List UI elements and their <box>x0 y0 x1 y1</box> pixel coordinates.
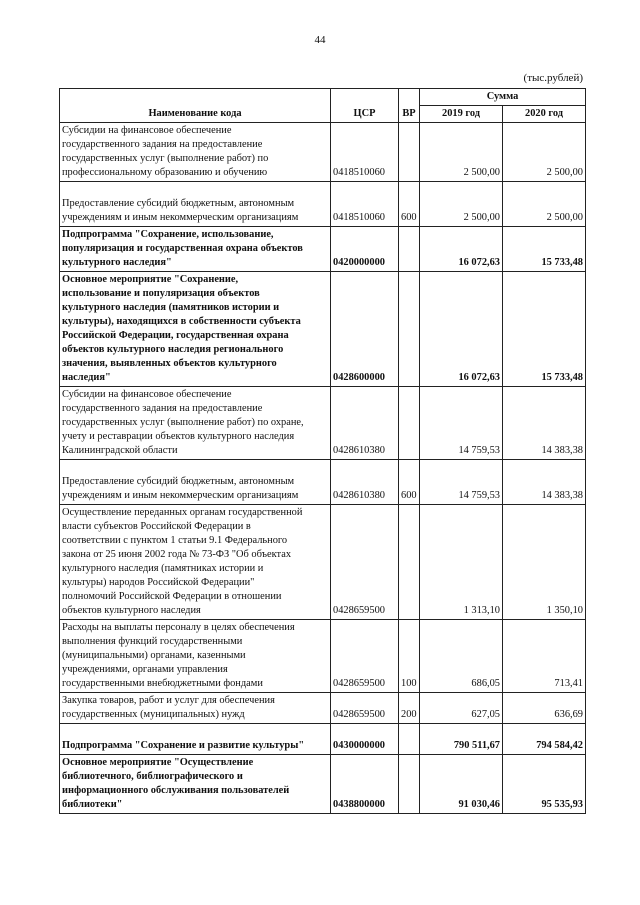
header-vr: ВР <box>399 89 420 123</box>
row-2020: 2 500,00 <box>503 123 586 182</box>
table-row <box>60 182 586 227</box>
row-csr: 0438800000 <box>331 755 399 814</box>
row-csr: 0418510060 <box>331 123 399 182</box>
table-row <box>60 272 586 387</box>
row-2020: 14 383,38 <box>503 387 586 460</box>
row-csr: 0428659500 <box>331 693 399 724</box>
row-2019: 14 759,53 <box>420 460 503 505</box>
header-2019: 2019 год <box>420 106 503 123</box>
row-2020: 1 350,10 <box>503 505 586 620</box>
row-name: Основное мероприятие "Осуществление библиотечного, библиографического и информационного обслуживания пользователей библиотеки" <box>60 755 331 814</box>
row-csr: 0420000000 <box>331 227 399 272</box>
header-2020: 2020 год <box>503 106 586 123</box>
row-2019: 2 500,00 <box>420 182 503 227</box>
row-vr: 100 <box>399 620 420 693</box>
row-vr: 600 <box>399 460 420 505</box>
row-2019: 1 313,10 <box>420 505 503 620</box>
table-row <box>60 724 586 755</box>
row-vr <box>399 724 420 755</box>
row-name: Субсидии на финансовое обеспечение государственного задания на предоставление государственных услуг (выполнение работ) по профессиональному образованию и обучению <box>60 123 331 182</box>
row-vr <box>399 227 420 272</box>
row-2020: 14 383,38 <box>503 460 586 505</box>
row-2019: 91 030,46 <box>420 755 503 814</box>
row-2020: 713,41 <box>503 620 586 693</box>
row-2019: 16 072,63 <box>420 227 503 272</box>
row-csr: 0418510060 <box>331 182 399 227</box>
row-vr <box>399 272 420 387</box>
row-2020: 15 733,48 <box>503 227 586 272</box>
row-name: Предоставление субсидий бюджетным, автономным учреждениям и иным некоммерческим организациям <box>60 182 331 227</box>
row-csr: 0428610380 <box>331 460 399 505</box>
row-vr <box>399 123 420 182</box>
row-vr <box>399 505 420 620</box>
row-2020: 15 733,48 <box>503 272 586 387</box>
row-vr <box>399 387 420 460</box>
row-vr: 600 <box>399 182 420 227</box>
row-2019: 2 500,00 <box>420 123 503 182</box>
row-2020: 2 500,00 <box>503 182 586 227</box>
row-name: Расходы на выплаты персоналу в целях обеспечения выполнения функций государственными (муниципальными) органами, казенными учреждениями, органами управления государственными внебюджетными фондами <box>60 620 331 693</box>
row-name: Предоставление субсидий бюджетным, автономным учреждениям и иным некоммерческим организациям <box>60 460 331 505</box>
row-name: Осуществление переданных органам государственной власти субъектов Российской Федерации в соответствии с пунктом 1 статьи 9.1 Федерального закона от 25 июня 2002 года № 73-ФЗ "Об объектах культурного наследия (памятниках истории и культуры) народов Российской Федерации" полномочий Российской Федерации в отношении объектов культурного наследия <box>60 505 331 620</box>
row-csr: 0428659500 <box>331 620 399 693</box>
table-row <box>60 693 586 724</box>
table-row <box>60 755 586 814</box>
row-2020: 636,69 <box>503 693 586 724</box>
table-row <box>60 387 586 460</box>
row-vr <box>399 755 420 814</box>
row-2019: 790 511,67 <box>420 724 503 755</box>
row-2019: 627,05 <box>420 693 503 724</box>
table-row <box>60 460 586 505</box>
table-row <box>60 505 586 620</box>
row-2019: 14 759,53 <box>420 387 503 460</box>
row-name: Подпрограмма "Сохранение, использование, популяризация и государственная охрана объектов культурного наследия" <box>60 227 331 272</box>
budget-table <box>59 88 586 814</box>
row-2020: 95 535,93 <box>503 755 586 814</box>
row-csr: 0428600000 <box>331 272 399 387</box>
header-sum: Сумма <box>420 89 586 106</box>
row-vr: 200 <box>399 693 420 724</box>
table-row <box>60 620 586 693</box>
row-name: Подпрограмма "Сохранение и развитие культуры" <box>60 724 331 755</box>
page-number: 44 <box>314 34 326 46</box>
row-csr: 0428610380 <box>331 387 399 460</box>
row-name: Закупка товаров, работ и услуг для обеспечения государственных (муниципальных) нужд <box>60 693 331 724</box>
row-name: Субсидии на финансовое обеспечение государственного задания на предоставление государственных услуг (выполнение работ) по охране, учету и реставрации объектов культурного наследия Калининградской области <box>60 387 331 460</box>
header-csr: ЦСР <box>331 89 399 123</box>
table-row <box>60 123 586 182</box>
header-name: Наименование кода <box>60 89 331 123</box>
unit-label: (тыс.рублей) <box>523 72 583 84</box>
row-2019: 686,05 <box>420 620 503 693</box>
row-2020: 794 584,42 <box>503 724 586 755</box>
row-2019: 16 072,63 <box>420 272 503 387</box>
row-name: Основное мероприятие "Сохранение, использование и популяризация объектов культурного наследия (памятников истории и культуры), находящихся в собственности субъекта Российской Федерации, государственная охрана объектов культурного наследия регионального значения, выявленных объектов культурного наследия" <box>60 272 331 387</box>
row-csr: 0428659500 <box>331 505 399 620</box>
table-row <box>60 227 586 272</box>
row-csr: 0430000000 <box>331 724 399 755</box>
